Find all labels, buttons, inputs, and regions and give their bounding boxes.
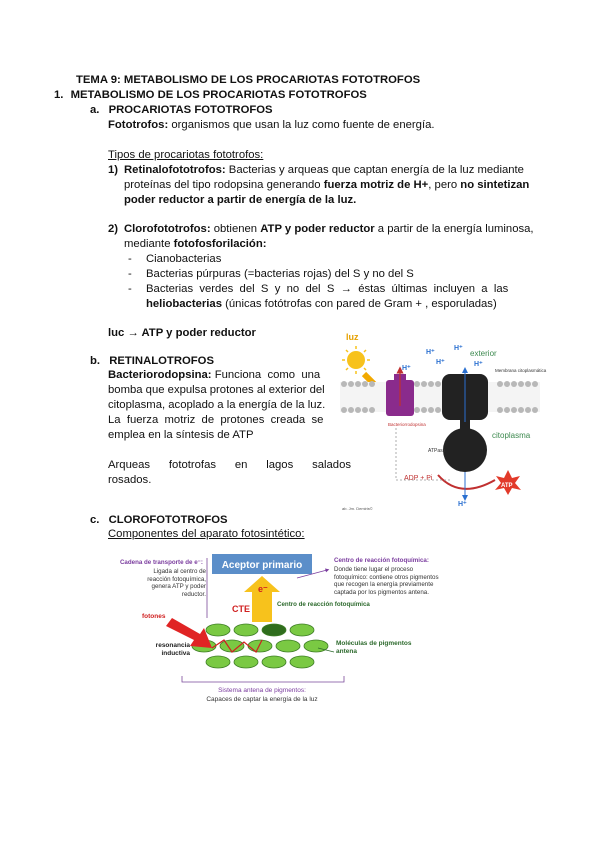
pigment-antenna-cluster	[192, 624, 328, 668]
section-c-letter: c.	[90, 514, 100, 526]
section-a-heading	[90, 103, 273, 118]
cadena-text: Ligada al centro de reacción fotoquímica, genera ATP y poder reductor.	[147, 568, 206, 598]
sistema-text: Capaces de captar la energía de la luz	[206, 696, 318, 703]
bullet-dash: -	[128, 268, 132, 280]
atpasa-label: ATPasa	[428, 448, 446, 454]
section-1-title: METABOLISMO DE LOS PROCARIOTAS FOTOTROFOS	[70, 89, 367, 101]
item-2-term: Clorofototrofos:	[124, 223, 211, 235]
bacteriorhodopsin-figure	[340, 330, 547, 511]
bullet-dash: -	[128, 283, 132, 295]
luc-line: luc → ATP y poder reductor	[108, 327, 256, 339]
bullet-bacterias-verdes-line-2: heliobacterias (únicas fotótrofas con pared de Gram + , esporuladas)	[146, 298, 497, 310]
electron-label: e⁻	[258, 584, 268, 594]
item-2-number: 2)	[108, 223, 119, 235]
section-c-heading	[90, 513, 228, 528]
section-1-number: 1.	[54, 89, 64, 101]
item-1-line-1: Retinalofototrofos: Bacterias y arqueas que captan energía de la luz mediante	[124, 164, 524, 176]
svg-text:Cadena de transporte de e⁻:	[120, 559, 203, 566]
item-2-line-2: mediante fotofosforilación:	[124, 238, 267, 250]
section-b-title: RETINALOTROFOS	[109, 355, 214, 367]
cytoplasmic-membrane	[340, 381, 540, 413]
exterior-label: exterior	[470, 349, 497, 358]
bullet-bacterias-purpuras: Bacterias púrpuras (=bacterias rojas) del S y no del S	[146, 268, 414, 280]
bullet-dash: -	[128, 253, 132, 265]
secb-line-3: citoplasma, acoplado a la energía de la luz.	[108, 399, 326, 411]
sistema-bracket	[182, 676, 344, 682]
bullet-cianobacterias: Cianobacterias	[146, 253, 222, 265]
section-b-heading	[90, 354, 214, 369]
bacteriorrodopsina-label: Bacteriorrodopsina	[388, 422, 426, 427]
arqueas-line-2: rosados.	[108, 474, 152, 486]
page-title: TEMA 9: METABOLISMO DE LOS PROCARIOTAS FOTOTROFOS	[76, 74, 421, 86]
section-c-subtitle: Componentes del aparato fotosintético:	[108, 528, 305, 540]
proton-label: H⁺	[402, 365, 411, 372]
item-2-line-1: Clorofototrofos: obtienen ATP y poder reductor a partir de la energía luminosa,	[124, 223, 534, 235]
proton-label: H⁺	[454, 345, 463, 352]
secb-line-4: La fuerza motriz de protones creada se	[108, 414, 324, 426]
section-a-title: PROCARIOTAS FOTOTROFOS	[108, 104, 273, 116]
item-1-line-3: poder reductor a partir de energía de la luz.	[124, 194, 357, 206]
item-1-number: 1)	[108, 164, 119, 176]
tipos-heading: Tipos de procariotas fototrofos:	[108, 149, 264, 161]
adp-label: ADP + Pi	[404, 475, 433, 482]
cadena-title: Cadena de transporte de e⁻:	[119, 559, 203, 566]
section-c-title: CLOROFOTOTROFOS	[108, 514, 228, 526]
luz-label: luz	[346, 332, 359, 342]
centro-title: Centro de reacción fotoquímica:	[334, 557, 429, 564]
resonancia-label: resonancia inductiva	[155, 642, 190, 657]
item-1-term: Retinalofototrofos:	[124, 164, 226, 176]
section-a-letter: a.	[90, 104, 100, 116]
sistema-title: Sistema antena de pigmentos:	[218, 687, 306, 694]
fotones-label: fotones	[142, 613, 166, 620]
citoplasma-label: citoplasma	[492, 431, 531, 440]
atp-label: ATP	[501, 483, 513, 489]
centro-inner-label: Centro de reacción fotoquímica	[277, 601, 370, 608]
aceptor-primario-label: Aceptor primario	[221, 560, 303, 571]
section-b-letter: b.	[90, 355, 101, 367]
membrana-label: Membrana citoplasmática	[495, 368, 547, 373]
arqueas-line-1: Arqueas fototrofas en lagos salados	[108, 459, 352, 471]
secb-line-2: bomba que expulsa protones al exterior del	[108, 384, 325, 396]
secb-line-1: Bacteriorodopsina: Funciona como una	[108, 369, 321, 381]
electron-arrow	[244, 576, 280, 622]
centro-text: Donde tiene lugar el proceso fotoquímico: contiene otros pigmentos que recogen la energía previamente captada por los pigmentos antena.	[334, 566, 439, 596]
definition-term: Fototrofos:	[108, 119, 169, 131]
proton-label: H⁺	[474, 361, 483, 368]
proton-label: H⁺	[436, 359, 445, 366]
definition-text: organismos que usan la luz como fuente de energía.	[168, 119, 435, 131]
section-1-heading	[54, 88, 367, 103]
figure-credit: ab. Jm. Demiris©	[342, 506, 373, 511]
sun-icon	[342, 346, 370, 374]
proton-label: H⁺	[458, 501, 467, 508]
photosynthetic-apparatus-figure	[112, 548, 442, 728]
item-1-line-2: proteínas del tipo rodopsina generando fuerza motriz de H+, pero no sintetizan	[124, 179, 530, 191]
secb-line-5: emplea en la síntesis de ATP	[108, 429, 254, 441]
fototrofos-definition	[108, 118, 435, 133]
cte-label: CTE	[232, 604, 250, 614]
proton-label: H⁺	[426, 349, 435, 356]
moleculas-label: Moléculas de pigmentos antena	[336, 640, 412, 655]
bullet-bacterias-verdes-line-1: Bacterias verdes del S y no del S → éstas últimas incluyen a las	[146, 283, 509, 295]
